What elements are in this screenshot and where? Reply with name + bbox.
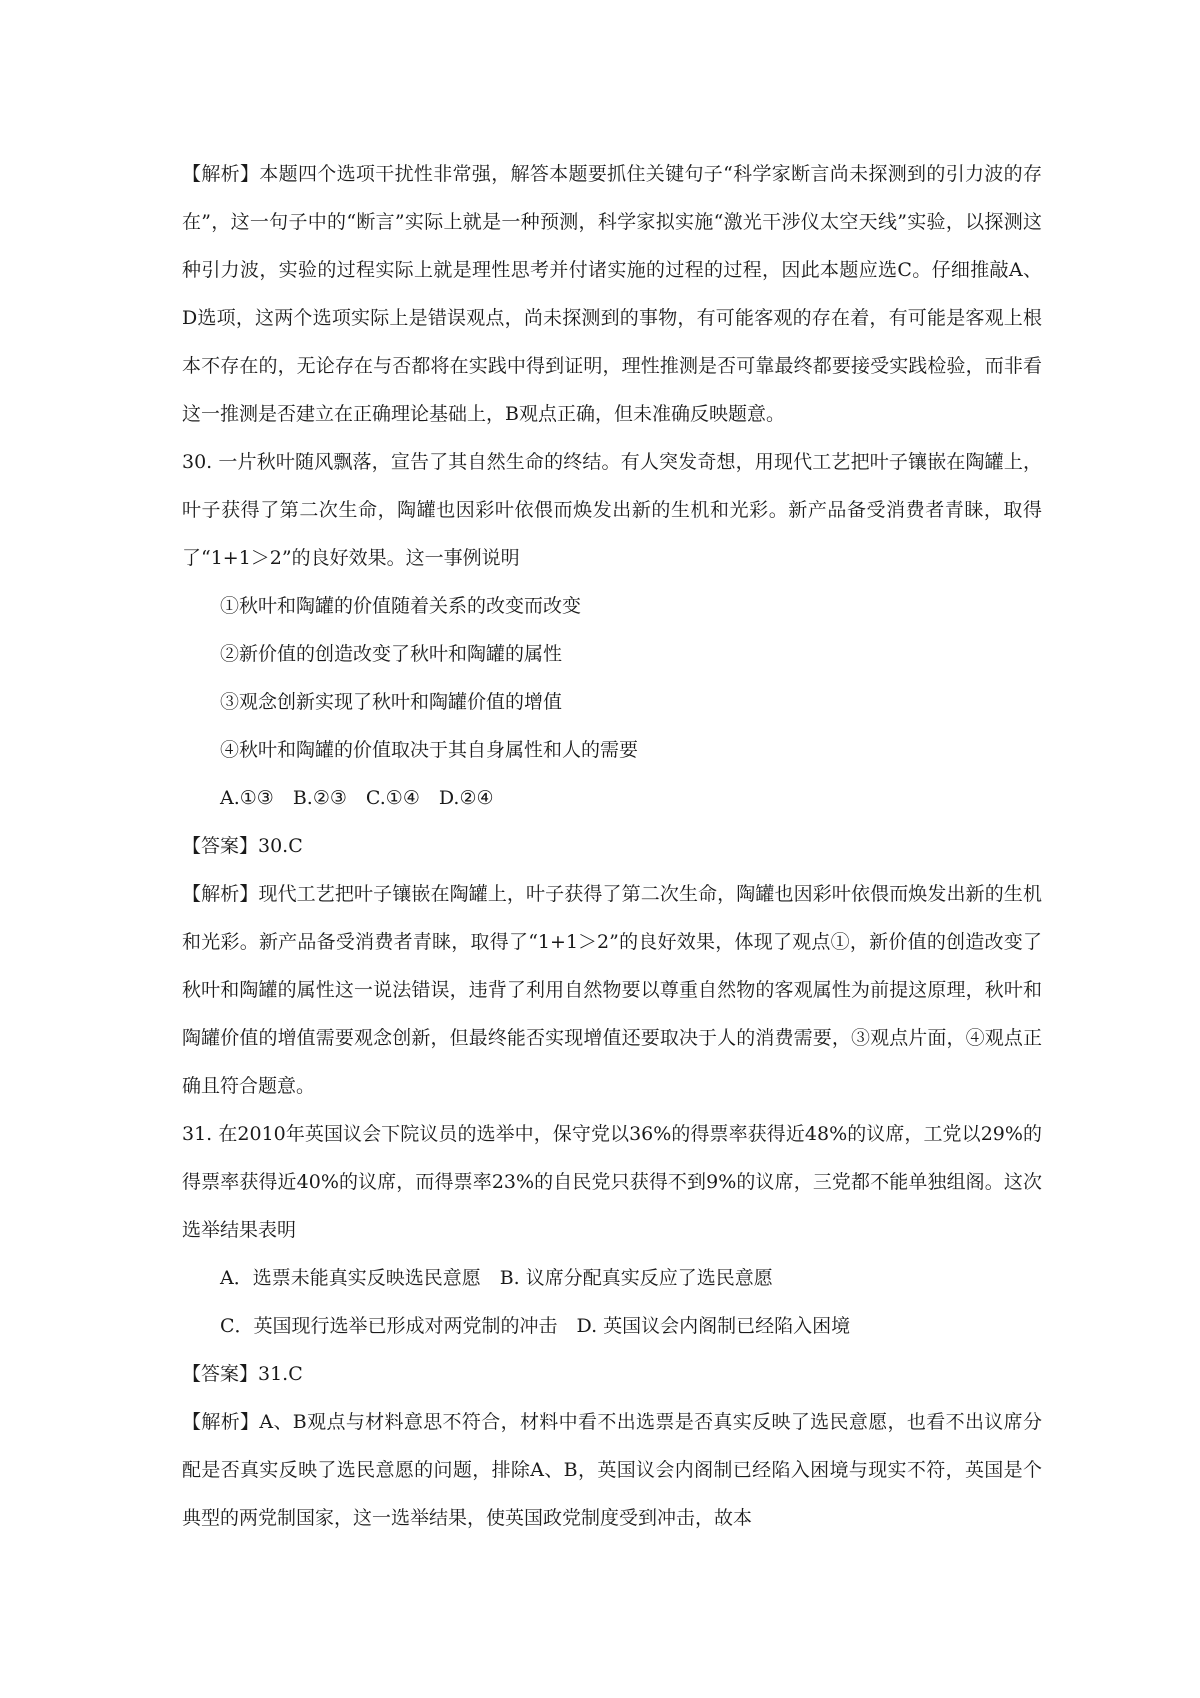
question-30-statement-4: ④秋叶和陶罐的价值取决于其自身属性和人的需要 — [220, 739, 639, 761]
question-30-stem: 30. 一片秋叶随风飘落，宣告了其自然生命的终结。有人突发奇想，用现代工艺把叶子镶嵌在陶罐上，叶子获得了第二次生命，陶罐也因彩叶依偎而焕发出新的生机和光彩。新产品备受消费者青睐，取得了“1+1＞2”的良好效果。这一事例说明 — [182, 451, 1042, 569]
question-30-analysis: 【解析】现代工艺把叶子镶嵌在陶罐上，叶子获得了第二次生命，陶罐也因彩叶依偎而焕发出新的生机和光彩。新产品备受消费者青睐，取得了“1+1＞2”的良好效果，体现了观点①，新价值的创造改变了秋叶和陶罐的属性这一说法错误，违背了利用自然物要以尊重自然物的客观属性为前提这原理，秋叶和陶罐价值的增值需要观念创新，但最终能否实现增值还要取决于人的消费需要，③观点片面，④观点正确且符合题意。 — [182, 883, 1042, 1097]
question-31-answer: 【答案】31.C — [182, 1363, 303, 1385]
question-31-options-line-2: C．英国现行选举已形成对两党制的冲击 D. 英国议会内阁制已经陷入困境 — [220, 1315, 851, 1337]
analysis-29: 【解析】本题四个选项干扰性非常强，解答本题要抓住关键句子“科学家断言尚未探测到的引力波的存在”，这一句子中的“断言”实际上就是一种预测，科学家拟实施“激光干涉仪太空天线”实验，以探测这种引力波，实验的过程实际上就是理性思考并付诸实施的过程的过程，因此本题应选C。仔细推敲A、D选项，这两个选项实际上是错误观点，尚未探测到的事物，有可能客观的存在着，有可能是客观上根本不存在的，无论存在与否都将在实践中得到证明，理性推测是否可靠最终都要接受实践检验，而非看这一推测是否建立在正确理论基础上，B观点正确，但未准确反映题意。 — [182, 163, 1042, 425]
question-30-statement-3: ③观念创新实现了秋叶和陶罐价值的增值 — [220, 691, 563, 713]
question-30-statement-2: ②新价值的创造改变了秋叶和陶罐的属性 — [220, 643, 563, 665]
question-31-stem: 31. 在2010年英国议会下院议员的选举中，保守党以36%的得票率获得近48%的议席，工党以29%的得票率获得近40%的议席，而得票率23%的自民党只获得不到9%的议席，三党都不能单独组阁。这次选举结果表明 — [182, 1123, 1042, 1241]
question-30-options: A.①③ B.②③ C.①④ D.②④ — [220, 787, 494, 809]
document-page — [182, 150, 1042, 1542]
question-31-options-line-1: A．选票未能真实反映选民意愿 B. 议席分配真实反应了选民意愿 — [220, 1267, 773, 1289]
question-30-answer: 【答案】30.C — [182, 835, 303, 857]
question-31-analysis: 【解析】A、B观点与材料意思不符合，材料中看不出选票是否真实反映了选民意愿，也看不出议席分配是否真实反映了选民意愿的问题，排除A、B，英国议会内阁制已经陷入困境与现实不符，英国是个典型的两党制国家，这一选举结果，使英国政党制度受到冲击，故本 — [182, 1411, 1042, 1529]
question-30-statement-1: ①秋叶和陶罐的价值随着关系的改变而改变 — [220, 595, 582, 617]
